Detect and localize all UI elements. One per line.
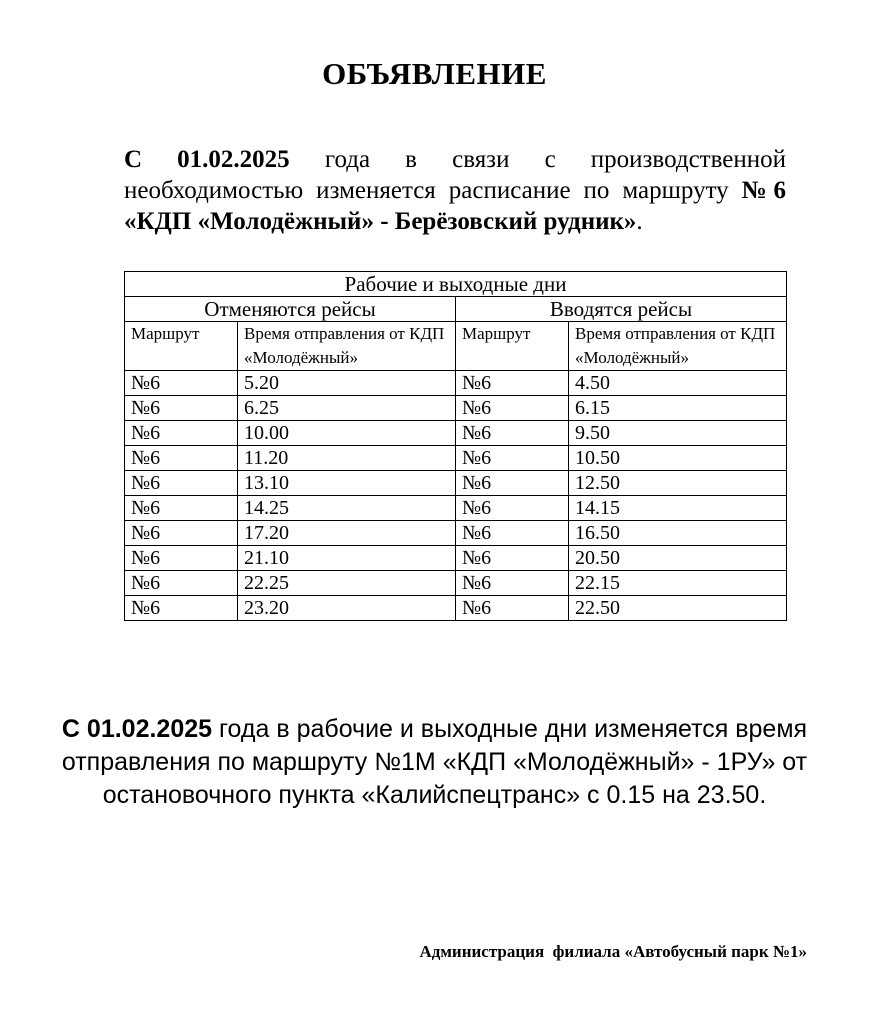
cell-time-a: 6.25 bbox=[238, 396, 456, 421]
cell-time-a: 13.10 bbox=[238, 471, 456, 496]
cell-time-b: 9.50 bbox=[569, 421, 787, 446]
cell-route-a: №6 bbox=[125, 521, 238, 546]
intro-route: №6 «КДП «Молодёжный» - Берёзовский рудник» bbox=[124, 177, 787, 235]
intro-suffix: . bbox=[636, 208, 643, 235]
cell-route-b: №6 bbox=[456, 421, 569, 446]
cell-time-b: 10.50 bbox=[569, 446, 787, 471]
cell-time-b: 22.15 bbox=[569, 571, 787, 596]
cell-route-a: №6 bbox=[125, 471, 238, 496]
page-title: ОБЪЯВЛЕНИЕ bbox=[322, 56, 547, 91]
cell-time-a: 21.10 bbox=[238, 546, 456, 571]
table-row bbox=[125, 496, 787, 521]
cell-route-a: №6 bbox=[125, 396, 238, 421]
cell-time-a: 23.20 bbox=[238, 596, 456, 621]
table-row bbox=[125, 471, 787, 496]
table-row bbox=[125, 521, 787, 546]
table-row bbox=[125, 446, 787, 471]
cell-route-a: №6 bbox=[125, 421, 238, 446]
intro-text: года в связи с производственной необходимостью изменяется расписание по маршруту bbox=[124, 146, 786, 204]
cell-route-b: №6 bbox=[456, 396, 569, 421]
cell-route-a: №6 bbox=[125, 546, 238, 571]
added-title: Вводятся рейсы bbox=[456, 297, 787, 322]
intro-date: С 01.02.2025 bbox=[124, 146, 290, 173]
cell-route-a: №6 bbox=[125, 371, 238, 396]
table-row bbox=[125, 421, 787, 446]
col-route-added: Маршрут bbox=[456, 322, 569, 371]
cell-time-b: 6.15 bbox=[569, 396, 787, 421]
table-header-row bbox=[125, 272, 787, 297]
table-column-row bbox=[125, 322, 787, 371]
cell-route-b: №6 bbox=[456, 596, 569, 621]
cell-time-b: 14.15 bbox=[569, 496, 787, 521]
cell-route-b: №6 bbox=[456, 371, 569, 396]
table-header: Рабочие и выходные дни bbox=[125, 272, 787, 297]
cancelled-title: Отменяются рейсы bbox=[125, 297, 456, 322]
cell-route-a: №6 bbox=[125, 571, 238, 596]
col-time-added: Время отправления от КДП «Молодёжный» bbox=[569, 322, 787, 371]
cell-route-a: №6 bbox=[125, 446, 238, 471]
table-group-row bbox=[125, 297, 787, 322]
cell-route-a: №6 bbox=[125, 496, 238, 521]
cell-time-b: 22.50 bbox=[569, 596, 787, 621]
cell-route-b: №6 bbox=[456, 521, 569, 546]
second-text: года в рабочие и выходные дни изменяется время отправления по маршруту №1М «КДП «Молодёжный» - 1РУ» от остановочного пункта «Калийспецтранс» с 0.15 на 23.50. bbox=[61, 715, 808, 809]
table-row bbox=[125, 546, 787, 571]
cell-time-a: 22.25 bbox=[238, 571, 456, 596]
cell-time-a: 14.25 bbox=[238, 496, 456, 521]
intro-paragraph bbox=[124, 144, 786, 237]
cell-route-b: №6 bbox=[456, 496, 569, 521]
cell-time-b: 16.50 bbox=[569, 521, 787, 546]
cell-route-b: №6 bbox=[456, 571, 569, 596]
signature: Администрация филиала «Автобусный парк №1» bbox=[419, 942, 807, 961]
schedule-table bbox=[124, 271, 787, 621]
cell-time-a: 5.20 bbox=[238, 371, 456, 396]
table-row bbox=[125, 596, 787, 621]
table-row bbox=[125, 571, 787, 596]
table-row bbox=[125, 371, 787, 396]
cell-time-b: 20.50 bbox=[569, 546, 787, 571]
cell-time-a: 10.00 bbox=[238, 421, 456, 446]
cell-time-a: 11.20 bbox=[238, 446, 456, 471]
second-paragraph bbox=[0, 713, 869, 812]
second-date: С 01.02.2025 bbox=[61, 715, 213, 743]
cell-time-b: 4.50 bbox=[569, 371, 787, 396]
cell-route-b: №6 bbox=[456, 546, 569, 571]
cell-route-b: №6 bbox=[456, 446, 569, 471]
cell-time-b: 12.50 bbox=[569, 471, 787, 496]
table-row bbox=[125, 396, 787, 421]
col-time-cancelled: Время отправления от КДП «Молодёжный» bbox=[238, 322, 456, 371]
cell-route-a: №6 bbox=[125, 596, 238, 621]
cell-route-b: №6 bbox=[456, 471, 569, 496]
col-route-cancelled: Маршрут bbox=[125, 322, 238, 371]
cell-time-a: 17.20 bbox=[238, 521, 456, 546]
